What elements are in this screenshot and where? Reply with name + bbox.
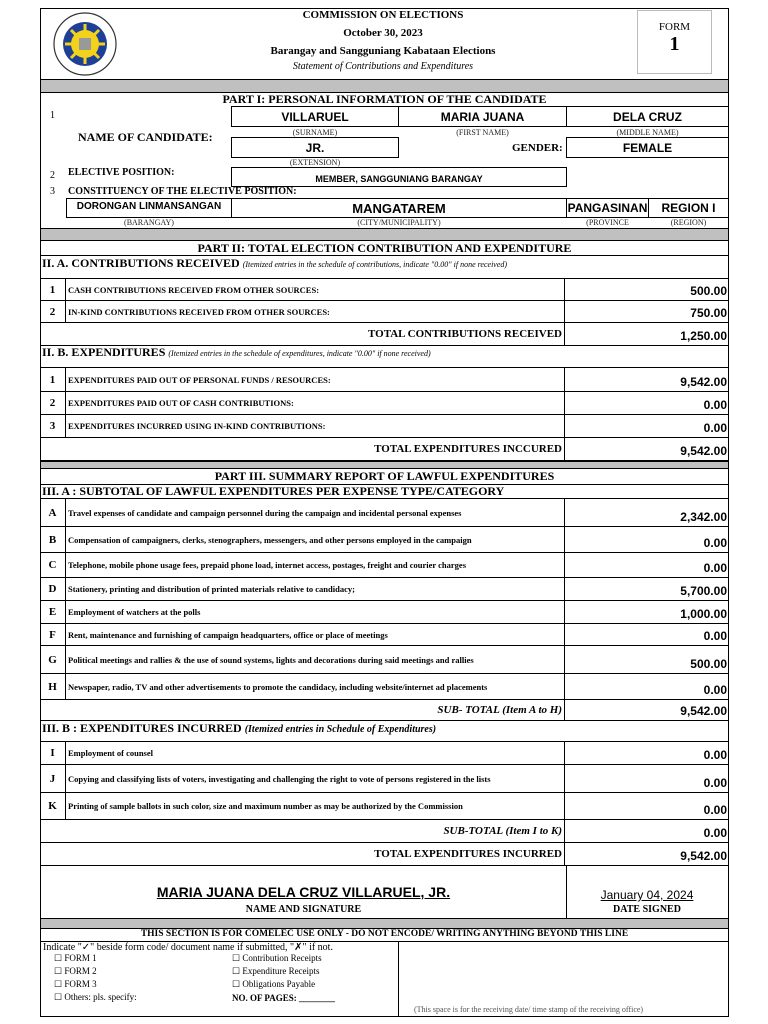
row-number: G	[40, 646, 66, 673]
row-number: 1	[40, 368, 66, 391]
item-number: 3	[50, 186, 55, 197]
total-row	[40, 700, 729, 721]
doc-date: October 30, 2023	[343, 27, 423, 39]
row-value: 0.00	[703, 683, 727, 697]
expenditures-heading: II. B. EXPENDITURES	[42, 345, 166, 359]
row-value: 0.00	[703, 536, 727, 550]
middle-name-caption: (MIDDLE NAME)	[616, 128, 679, 137]
row-number: E	[40, 601, 66, 623]
form-label: FORM	[658, 21, 691, 33]
checkbox-item[interactable]	[232, 979, 315, 990]
row-value: 5,700.00	[680, 584, 727, 598]
gender-label: GENDER:	[512, 142, 563, 154]
row-value: 0.00	[703, 629, 727, 643]
row-value: 0.00	[703, 748, 727, 762]
table-row	[40, 601, 729, 624]
table-row	[40, 527, 729, 553]
checkbox-icon[interactable]: ☐	[54, 979, 63, 989]
row-number: 3	[40, 415, 66, 437]
row-label: Compensation of campaigners, clerks, stenographers, messengers, and other persons employed in the campaign	[68, 527, 565, 552]
row-value: 0.00	[703, 421, 727, 435]
date-signed: January 04, 2024	[600, 888, 694, 902]
barangay-field: DORONGAN LINMANSANGAN	[66, 198, 232, 218]
separator-bar	[41, 461, 728, 469]
row-label: Political meetings and rallies & the use of sound systems, lights and decorations during said meetings and rallies	[68, 646, 565, 673]
checkbox-label: FORM 1	[64, 953, 97, 963]
checkbox-label: Contribution Receipts	[242, 953, 322, 963]
row-value: 9,542.00	[680, 375, 727, 389]
total-value: 9,542.00	[680, 704, 727, 718]
table-row	[40, 624, 729, 646]
comelec-notice: THIS SECTION IS FOR COMELEC USE ONLY - DO NOT ENCODE/ WRITING ANYTHING BEYOND THIS LINE	[140, 929, 629, 939]
total-value: 9,542.00	[680, 849, 727, 863]
checkbox-label: Expenditure Receipts	[242, 966, 320, 976]
org-name: COMMISSION ON ELECTIONS	[302, 9, 464, 21]
table-row	[40, 646, 729, 674]
checkbox-item[interactable]	[54, 966, 97, 977]
total-value: 1,250.00	[680, 329, 727, 343]
row-value: 0.00	[703, 398, 727, 412]
table-row	[40, 415, 729, 438]
checkbox-icon[interactable]: ☐	[54, 953, 63, 963]
row-value: 500.00	[690, 657, 727, 671]
row-value: 0.00	[703, 803, 727, 817]
election-name: Barangay and Sangguniang Kabataan Elections	[270, 45, 496, 57]
row-number: 2	[40, 301, 66, 322]
barangay-caption: (BARANGAY)	[124, 218, 174, 227]
checkbox-item[interactable]	[232, 953, 322, 964]
table-row	[40, 674, 729, 700]
row-number: J	[40, 765, 66, 792]
signature-name: MARIA JUANA DELA CRUZ VILLARUEL, JR.	[156, 884, 451, 900]
row-label: EXPENDITURES PAID OUT OF CASH CONTRIBUTIONS:	[68, 392, 565, 414]
total-label: SUB-TOTAL (Item I to K)	[443, 820, 565, 842]
checkbox-label: Obligations Payable	[242, 979, 316, 989]
row-label: Stationery, printing and distribution of printed materials relative to candidacy;	[68, 578, 565, 600]
row-label: Travel expenses of candidate and campaign personnel during the campaign and incidental personal expenses	[68, 499, 565, 526]
total-row	[40, 438, 729, 461]
row-label: Employment of watchers at the polls	[68, 601, 565, 623]
checkbox-label: FORM 3	[64, 979, 97, 989]
divider	[398, 941, 399, 1016]
checkbox-item[interactable]	[54, 979, 97, 990]
row-value: 2,342.00	[680, 510, 727, 524]
first-name-field: MARIA JUANA	[398, 106, 567, 127]
checkbox-label: FORM 2	[64, 966, 97, 976]
total-value: 0.00	[703, 826, 727, 840]
checkbox-icon[interactable]: ☐	[54, 992, 63, 1002]
row-number: B	[40, 527, 66, 552]
total-label: TOTAL EXPENDITURES INCURRED	[374, 843, 565, 865]
row-label: Copying and classifying lists of voters, investigating and challenging the right to vote of persons registered in the lists	[68, 765, 565, 792]
row-number: D	[40, 578, 66, 600]
total-label: TOTAL CONTRIBUTIONS RECEIVED	[368, 323, 565, 345]
row-value: 0.00	[703, 776, 727, 790]
table-row	[40, 499, 729, 527]
gender-field: FEMALE	[566, 137, 729, 158]
position-field: MEMBER, SANGGUNIANG BARANGAY	[231, 167, 567, 187]
total-row	[40, 843, 729, 866]
incurred-note: (Itemized entries in Schedule of Expenditures)	[244, 724, 437, 735]
table-row	[40, 392, 729, 415]
checkbox-item[interactable]	[232, 966, 320, 977]
table-row	[40, 553, 729, 578]
checkbox-icon[interactable]: ☐	[54, 966, 63, 976]
province-caption: (PROVINCE	[586, 218, 629, 227]
expenditures-note: (Itemized entries in the schedule of expenditures, indicate "0.00" if none received)	[168, 349, 431, 358]
table-row	[40, 279, 729, 301]
row-label: EXPENDITURES PAID OUT OF PERSONAL FUNDS / RESOURCES:	[68, 368, 565, 391]
row-number: K	[40, 793, 66, 819]
checkbox-item[interactable]	[54, 953, 97, 964]
table-row	[40, 578, 729, 601]
row-label: IN-KIND CONTRIBUTIONS RECEIVED FROM OTHER SOURCES:	[68, 301, 565, 322]
table-row	[40, 765, 729, 793]
separator-bar	[41, 79, 728, 93]
row-number: I	[40, 742, 66, 764]
incurred-heading: III. B : EXPENDITURES INCURRED	[42, 721, 242, 735]
surname-field: VILLARUEL	[231, 106, 399, 127]
row-label: CASH CONTRIBUTIONS RECEIVED FROM OTHER SOURCES:	[68, 279, 565, 300]
city-caption: (CITY/MUNICIPALITY)	[357, 218, 441, 227]
province-field: PANGASINAN	[566, 198, 649, 218]
row-label: Employment of counsel	[68, 742, 565, 764]
position-label: ELECTIVE POSITION:	[68, 167, 175, 178]
checkbox-icon[interactable]: ☐	[232, 979, 241, 989]
row-number: A	[40, 499, 66, 526]
table-row	[40, 301, 729, 323]
row-label: Telephone, mobile phone usage fees, prepaid phone load, internet access, postages, freight and courier charges	[68, 553, 565, 577]
row-number: C	[40, 553, 66, 577]
form-number-box	[637, 10, 712, 74]
row-value: 750.00	[690, 306, 727, 320]
row-value: 0.00	[703, 561, 727, 575]
row-number: F	[40, 624, 66, 645]
item-number: 2	[50, 170, 55, 181]
first-name-caption: (FIRST NAME)	[456, 128, 509, 137]
checkbox-icon[interactable]: ☐	[232, 966, 241, 976]
constituency-label: CONSTITUENCY OF THE ELECTIVE POSITION:	[68, 186, 297, 197]
row-number: 1	[40, 279, 66, 300]
row-number: 2	[40, 392, 66, 414]
region-caption: (REGION)	[670, 218, 707, 227]
form-number: 1	[669, 33, 680, 55]
part2-title: PART II: TOTAL ELECTION CONTRIBUTION AND EXPENDITURE	[197, 241, 572, 255]
row-number: H	[40, 674, 66, 699]
row-label: EXPENDITURES INCURRED USING IN-KIND CONTRIBUTIONS:	[68, 415, 565, 437]
checkbox-item[interactable]	[54, 992, 137, 1003]
total-row	[40, 323, 729, 346]
separator-bar	[41, 228, 728, 241]
row-label: Printing of sample ballots in such color, size and maximum number as may be authorized by the Commission	[68, 793, 565, 819]
checkbox-label: Others: pls. specify:	[64, 992, 137, 1002]
contributions-heading: II. A. CONTRIBUTIONS RECEIVED	[42, 256, 240, 270]
part3-title: PART III. SUMMARY REPORT OF LAWFUL EXPENDITURES	[214, 469, 555, 483]
middle-name-field: DELA CRUZ	[566, 106, 729, 127]
row-value: 1,000.00	[680, 607, 727, 621]
table-row	[40, 793, 729, 820]
total-row	[40, 820, 729, 843]
name-label: NAME OF CANDIDATE:	[78, 130, 213, 144]
total-label: SUB- TOTAL (Item A to H)	[437, 700, 565, 720]
total-label: TOTAL EXPENDITURES INCCURED	[374, 438, 565, 460]
checkbox-icon[interactable]: ☐	[232, 953, 241, 963]
extension-field: JR.	[231, 137, 399, 158]
stamp-note: (This space is for the receiving date/ time stamp of the receiving office)	[414, 1005, 644, 1014]
table-row	[40, 368, 729, 392]
city-field: MANGATAREM	[231, 198, 567, 218]
table-row	[40, 742, 729, 765]
extension-caption: (EXTENSION)	[289, 158, 341, 167]
item-number: 1	[50, 110, 55, 121]
row-label: Newspaper, radio, TV and other advertisements to promote the candidacy, including website/internet ad placements	[68, 674, 565, 699]
separator-bar	[41, 918, 728, 929]
total-value: 9,542.00	[680, 444, 727, 458]
row-label: Rent, maintenance and furnishing of campaign headquarters, office or place of meetings	[68, 624, 565, 645]
comelec-instruction: Indicate "✓" beside form code/ document name if submitted, "✗" if not.	[43, 942, 333, 953]
region-field: REGION I	[648, 198, 729, 218]
contributions-note: (Itemized entries in the schedule of contributions, indicate "0.00" if none received)	[242, 260, 508, 269]
pages-label: NO. OF PAGES: ________	[232, 993, 335, 1003]
part1-title: PART I: PERSONAL INFORMATION OF THE CANDIDATE	[222, 92, 547, 106]
date-signed-caption: DATE SIGNED	[613, 904, 681, 915]
row-value: 500.00	[690, 284, 727, 298]
comelec-seal	[52, 12, 118, 76]
lawful-exp-heading: III. A : SUBTOTAL OF LAWFUL EXPENDITURES PER EXPENSE TYPE/CATEGORY	[42, 484, 505, 498]
surname-caption: (SURNAME)	[292, 128, 338, 137]
signature-caption: NAME AND SIGNATURE	[245, 904, 362, 915]
doc-subtitle: Statement of Contributions and Expenditures	[292, 61, 474, 72]
